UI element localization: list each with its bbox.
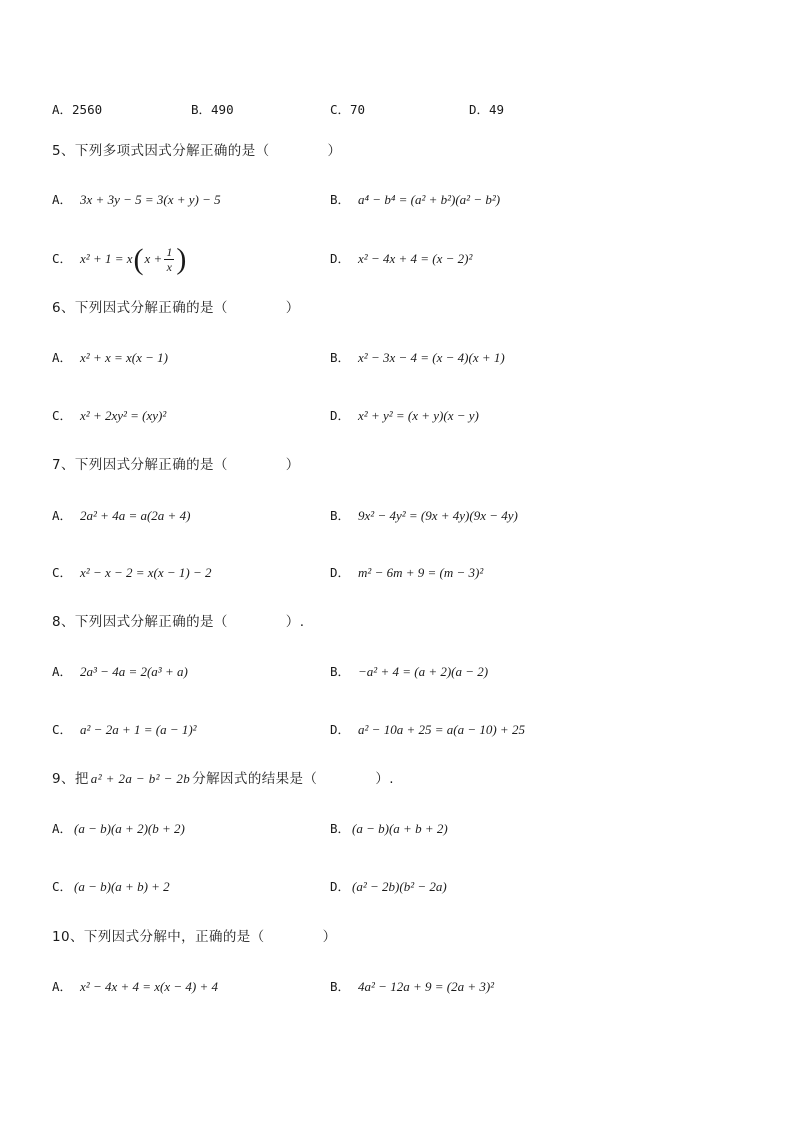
option-label: A．: [52, 508, 73, 523]
q10-option-a: [52, 977, 218, 997]
question-close: ）: [285, 300, 300, 316]
option-expression-inner: x +: [144, 251, 163, 266]
option-expression: −a² + 4 = (a + 2)(a − 2): [358, 664, 489, 679]
option-label: B．: [330, 508, 351, 523]
q6-stem: [52, 298, 300, 318]
option-label: A．: [52, 821, 73, 836]
option-label: C．: [52, 251, 73, 266]
question-text: 6、下列因式分解正确的是（: [52, 300, 228, 316]
question-close: ）: [285, 457, 300, 473]
option-label: D．: [330, 251, 351, 266]
option-text: 70: [350, 102, 366, 117]
q5-option-a: [52, 190, 221, 210]
q9-option-d: [330, 877, 447, 897]
option-expression: (a² − 2b)(b² − 2a): [352, 879, 447, 894]
option-expression: x² − 4x + 4 = x(x − 4) + 4: [80, 979, 219, 994]
q6-option-a: [52, 348, 168, 368]
option-expression: x² − 3x − 4 = (x − 4)(x + 1): [358, 350, 505, 365]
option-label: B．: [330, 664, 351, 679]
q8-option-b: [330, 662, 488, 682]
question-close: ）: [322, 929, 337, 945]
question-expression: a² + 2a − b² − 2b: [90, 771, 191, 786]
option-expression: (a − b)(a + 2)(b + 2): [74, 821, 185, 836]
q4-option-b: [191, 100, 234, 120]
q9-stem: [52, 769, 394, 789]
option-text: 2560: [72, 102, 103, 117]
question-close: ）: [327, 143, 342, 159]
q7-option-c: [52, 563, 212, 583]
option-expression: x² − x − 2 = x(x − 1) − 2: [80, 565, 212, 580]
q8-option-d: [330, 720, 525, 740]
option-expression: a² − 10a + 25 = a(a − 10) + 25: [358, 722, 525, 737]
q7-option-d: [330, 563, 483, 583]
q4-option-d: [469, 100, 504, 120]
option-label: C．: [330, 102, 351, 117]
question-text: 7、下列因式分解正确的是（: [52, 457, 228, 473]
question-text: 10、下列因式分解中，正确的是（: [52, 929, 265, 945]
option-label: D．: [469, 102, 490, 117]
option-expression: (a − b)(a + b) + 2: [74, 879, 170, 894]
option-expression: x² − 4x + 4 = (x − 2)²: [358, 251, 473, 266]
option-expression: a² − 2a + 1 = (a − 1)²: [80, 722, 197, 737]
option-label: D．: [330, 722, 351, 737]
q8-option-c: [52, 720, 197, 740]
option-label: D．: [330, 879, 351, 894]
q4-option-c: [330, 100, 365, 120]
option-label: C．: [52, 408, 73, 423]
q5-option-b: [330, 190, 500, 210]
fraction-denominator: x: [166, 260, 172, 274]
question-text: 5、下列多项式因式分解正确的是（: [52, 143, 270, 159]
option-label: A．: [52, 350, 73, 365]
q7-stem: [52, 455, 300, 475]
option-expression: x² + 2xy² = (xy)²: [80, 408, 167, 423]
q5-option-c: [52, 244, 186, 275]
option-expression: 3x + 3y − 5 = 3(x + y) − 5: [80, 192, 221, 207]
option-label: A．: [52, 664, 73, 679]
option-text: 49: [489, 102, 505, 117]
option-label: B．: [330, 979, 351, 994]
question-close: ）.: [375, 771, 394, 787]
question-text: 9、把: [52, 771, 89, 787]
option-expression: m² − 6m + 9 = (m − 3)²: [358, 565, 484, 580]
q6-option-b: [330, 348, 505, 368]
option-expression: 2a³ − 4a = 2(a³ + a): [80, 664, 188, 679]
q9-option-c: [52, 877, 170, 897]
q5-option-d: [330, 249, 472, 269]
q7-option-a: [52, 506, 190, 526]
option-label: B．: [330, 821, 351, 836]
option-expression: 2a² + 4a = a(2a + 4): [80, 508, 191, 523]
option-label: A．: [52, 979, 73, 994]
paren-right: ): [176, 242, 187, 276]
q5-stem: [52, 141, 341, 161]
option-label: D．: [330, 565, 351, 580]
option-label: A．: [52, 192, 73, 207]
q8-option-a: [52, 662, 188, 682]
option-expression: 9x² − 4y² = (9x + 4y)(9x − 4y): [358, 508, 518, 523]
option-expression: (a − b)(a + b + 2): [352, 821, 448, 836]
option-expression: x² + x = x(x − 1): [80, 350, 168, 365]
option-label: B．: [330, 350, 351, 365]
option-expression: a⁴ − b⁴ = (a² + b²)(a² − b²): [358, 192, 501, 207]
option-label: C．: [52, 879, 73, 894]
q6-option-d: [330, 406, 479, 426]
option-expression: x² + 1 = x: [80, 251, 133, 266]
option-expression: x² + y² = (x + y)(x − y): [358, 408, 479, 423]
q10-option-b: [330, 977, 494, 997]
option-text: 490: [211, 102, 234, 117]
q9-option-a: [52, 819, 185, 839]
q8-stem: [52, 612, 304, 632]
q7-option-b: [330, 506, 518, 526]
option-label: D．: [330, 408, 351, 423]
option-expression: 4a² − 12a + 9 = (2a + 3)²: [358, 979, 495, 994]
q9-option-b: [330, 819, 448, 839]
fraction: [164, 245, 174, 274]
option-label: C．: [52, 565, 73, 580]
q4-option-a: [52, 100, 102, 120]
question-close: ）.: [285, 614, 305, 630]
q10-stem: [52, 927, 336, 947]
question-text: 8、下列因式分解正确的是（: [52, 614, 228, 630]
option-label: A．: [52, 102, 73, 117]
fraction-numerator: 1: [166, 245, 173, 259]
option-label: B．: [330, 192, 351, 207]
paren-left: (: [133, 242, 144, 276]
option-label: C．: [52, 722, 73, 737]
question-text-cont: 分解因式的结果是（: [192, 771, 318, 787]
q6-option-c: [52, 406, 166, 426]
option-label: B．: [191, 102, 212, 117]
